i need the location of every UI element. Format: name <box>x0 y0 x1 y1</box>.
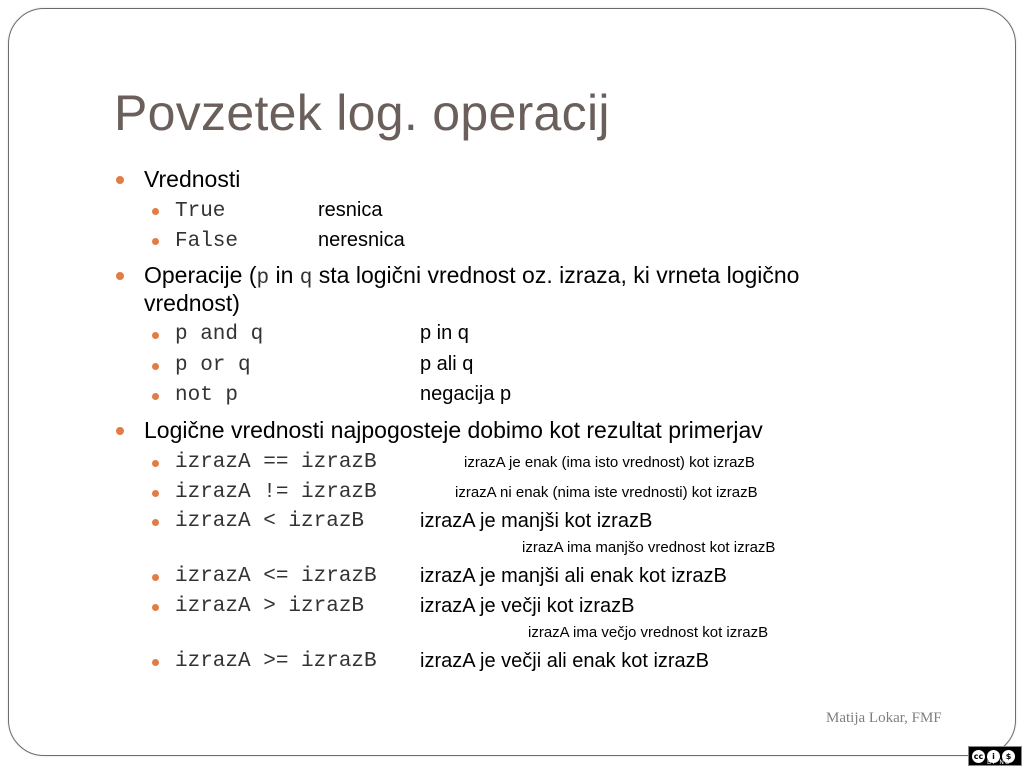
code-and: p and q <box>175 323 264 346</box>
bullet-dot <box>116 176 124 184</box>
desc-lt: izrazA je manjši kot izrazB <box>420 510 653 532</box>
cc-license-badge <box>968 746 1022 773</box>
bullet-dot <box>152 490 159 497</box>
by-icon: i <box>987 750 1000 763</box>
desc-false: neresnica <box>318 229 405 251</box>
code-true: True <box>175 200 226 223</box>
code-lte: izrazA <= izrazB <box>175 565 377 588</box>
bullet-dot <box>152 574 159 581</box>
desc-or: p ali q <box>420 353 474 375</box>
desc-neq: izrazA ni enak (nima iste vrednosti) kot izrazB <box>455 484 758 501</box>
code-lt: izrazA < izrazB <box>175 510 365 533</box>
section-heading-primerjave: Logične vrednosti najpogosteje dobimo kot rezultat primerjav <box>144 417 763 443</box>
code-or: p or q <box>175 354 251 377</box>
code-neq: izrazA != izrazB <box>175 481 377 504</box>
bullet-dot <box>152 460 159 467</box>
bullet-dot <box>152 238 159 245</box>
code-not: not p <box>175 384 239 407</box>
bullet-dot <box>152 363 159 370</box>
bullet-dot <box>152 393 159 400</box>
bullet-dot <box>152 659 159 666</box>
nc-icon: $ <box>1002 750 1015 763</box>
bullet-dot <box>116 272 124 280</box>
cc-icon: cc <box>973 751 984 761</box>
section-heading-operacije-line2: vrednost) <box>144 290 240 316</box>
desc-eq: izrazA je enak (ima isto vrednost) kot izrazB <box>464 454 755 471</box>
code-false: False <box>175 230 239 253</box>
desc-not: negacija p <box>420 383 512 405</box>
slide-footer: Matija Lokar, FMF <box>826 710 942 726</box>
bullet-dot <box>116 427 124 435</box>
note-gt: izrazA ima večjo vrednost kot izrazB <box>528 624 769 641</box>
heading-text: sta logični vrednost oz. izraza, ki vrneta logično <box>312 262 800 288</box>
bullet-dot <box>152 604 159 611</box>
bullet-dot <box>152 519 159 526</box>
note-lt: izrazA ima manjšo vrednost kot izrazB <box>522 539 776 556</box>
desc-gte: izrazA je večji ali enak kot izrazB <box>420 650 710 672</box>
bullet-dot <box>152 208 159 215</box>
section-heading-operacije <box>144 262 799 291</box>
desc-true: resnica <box>318 199 383 221</box>
code-gt: izrazA > izrazB <box>175 595 365 618</box>
desc-gt: izrazA je večji kot izrazB <box>420 595 635 617</box>
slide-title: Povzetek log. operacij <box>114 85 610 141</box>
bullet-dot <box>152 332 159 339</box>
section-heading-vrednosti: Vrednosti <box>144 166 241 192</box>
heading-text: Operacije ( <box>144 262 257 288</box>
desc-lte: izrazA je manjši ali enak kot izrazB <box>420 565 727 587</box>
code-gte: izrazA >= izrazB <box>175 650 377 673</box>
heading-code-p: p <box>256 267 270 290</box>
license-text: BY NC SA <box>987 759 1011 773</box>
desc-and: p in q <box>420 322 469 344</box>
code-eq: izrazA == izrazB <box>175 451 377 474</box>
heading-code-q: q <box>299 267 313 290</box>
heading-text: in <box>269 262 300 288</box>
